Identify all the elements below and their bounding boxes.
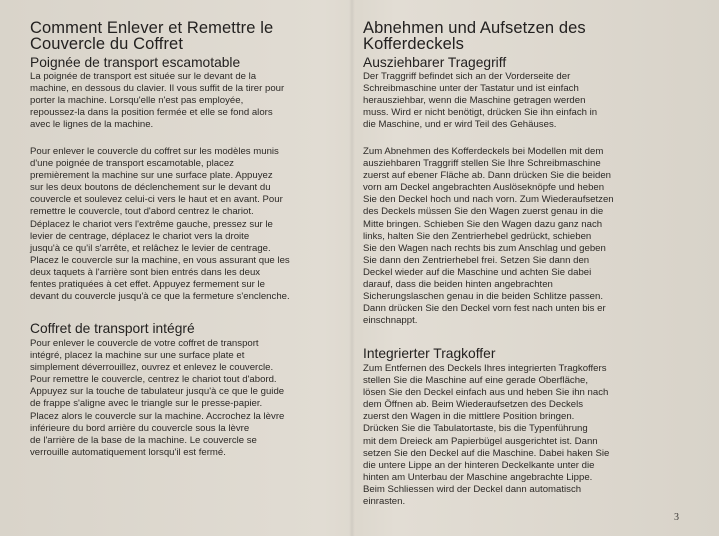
- german-paragraph-integrated-case: Zum Entfernen des Deckels Ihres integrierten Tragkoffers stellen Sie die Maschine auf eine gerade Oberfläche, lösen Sie den Deckel einfach aus und heben Sie ihn nach dem Öffnen ab. Beim Wiederaufsetzen des Deckels zuerst den Wagen in die mittlere Position bringen. Drücken Sie die Tabulatortaste, bis die Typenführung mit dem Dreieck am Papierbügel ausgerichtet ist. Dann setzen Sie den Deckel auf die Maschine. Dabei haken Sie die untere Lippe an der hinteren Deckelkante unter die hinten am Unterbau der Maschine angebrachte Lippe. Beim Schliessen wird der Deckel dann automatisch einrasten.: [363, 363, 610, 508]
- german-paragraph-handle: Der Traggriff befindet sich an der Vorderseite der Schreibmaschine unter der Tastatur und ist einfach herausziehbar, wenn die Maschine getragen werden muss. Wird er nicht benötigt, drücken Sie ihn einfach in die Maschine, und er wird Teil des Gehäuses.: [363, 71, 598, 131]
- german-paragraph-remove-cover: Zum Abnehmen des Kofferdeckels bei Modellen mit dem ausziehbaren Traggriff stellen Sie Ihre Schreibmaschine zuerst auf ebener Fläche ab. Dann drücken Sie die beiden vorn am Deckel angebrachten Auslöseknöpfe und heben Sie den Deckel hoch und nach vorn. Zum Wiederaufsetzen des Deckels müssen Sie den Wagen zuerst genau in die Mitte bringen. Schieben Sie den Wagen dazu ganz nach links, halten Sie den Zentrierhebel gedrückt, schieben Sie den Wagen nach rechts bis zum Anschlag und geben Sie dann den Zentrierhebel frei. Setzen Sie dann den Deckel wieder auf die Maschine und achten Sie dabei darauf, dass die beiden hinten angebrachten Sicherungslaschen genau in die beiden Schlitze passen. Dann drücken Sie den Deckel vorn fest nach unten bis er einschnappt.: [363, 146, 614, 327]
- french-paragraph-integrated-case: Pour enlever le couvercle de votre coffret de transport intégré, placez la machine sur une surface plate et simplement déverrouillez, ouvrez et enlevez le couvercle. Pour remettre le couvercle, centrez le chariot tout d'abord. Appuyez sur la touche de tabulateur jusqu'à ce que le guide de frappe s'aligne avec le triangle sur le presse-papier. Placez alors le couvercle sur la machine. Accrochez la lèvre inférieure du bord arrière du couvercle sous la lèvre de l'arrière de la base de la machine. Le couvercle se verrouille automatiquement lorsqu'il est fermé.: [30, 338, 285, 458]
- french-paragraph-remove-cover: Pour enlever le couvercle du coffret sur les modèles munis d'une poignée de transport escamotable, placez premièrement la machine sur une surface plate. Appuyez sur les deux boutons de déclenchement sur le devant du couvercle et soulevez celui-ci vers le haut et en avant. Pour remettre le couvercle, tout d'abord centrez le chariot. Déplacez le chariot vers l'extrême gauche, pressez sur le levier de centrage, déplacez le chariot vers la droite jusqu'à ce qu'il s'arrête, et relâchez le levier de centrage. Placez le couvercle sur la machine, en vous assurant que les deux taquets à l'arrière sont bien entrés dans les deux fentes pratiquées à cet effet. Appuyez fermement sur le devant du couvercle jusqu'à ce que la fermeture s'enclenche.: [30, 146, 290, 303]
- french-paragraph-handle: La poignée de transport est située sur le devant de la machine, en dessous du clavier. Il vous suffit de la tirer pour porter la machine. Lorsqu'elle n'est pas employée, repoussez-la dans la position fermée et elle se fond alors avec le lignes de la machine.: [30, 71, 285, 131]
- french-title: Comment Enlever et Remettre le Couvercle du Coffret: [30, 19, 274, 53]
- french-heading-integrated-case: Coffret de transport intégré: [30, 321, 195, 336]
- french-heading-retractable-handle: Poignée de transport escamotable: [30, 55, 241, 70]
- german-title: Abnehmen und Aufsetzen des Kofferdeckels: [363, 19, 586, 53]
- german-heading-retractable-handle: Ausziehbarer Tragegriff: [363, 55, 507, 70]
- german-heading-integrated-case: Integrierter Tragkoffer: [363, 346, 496, 361]
- page-number: 3: [674, 512, 679, 523]
